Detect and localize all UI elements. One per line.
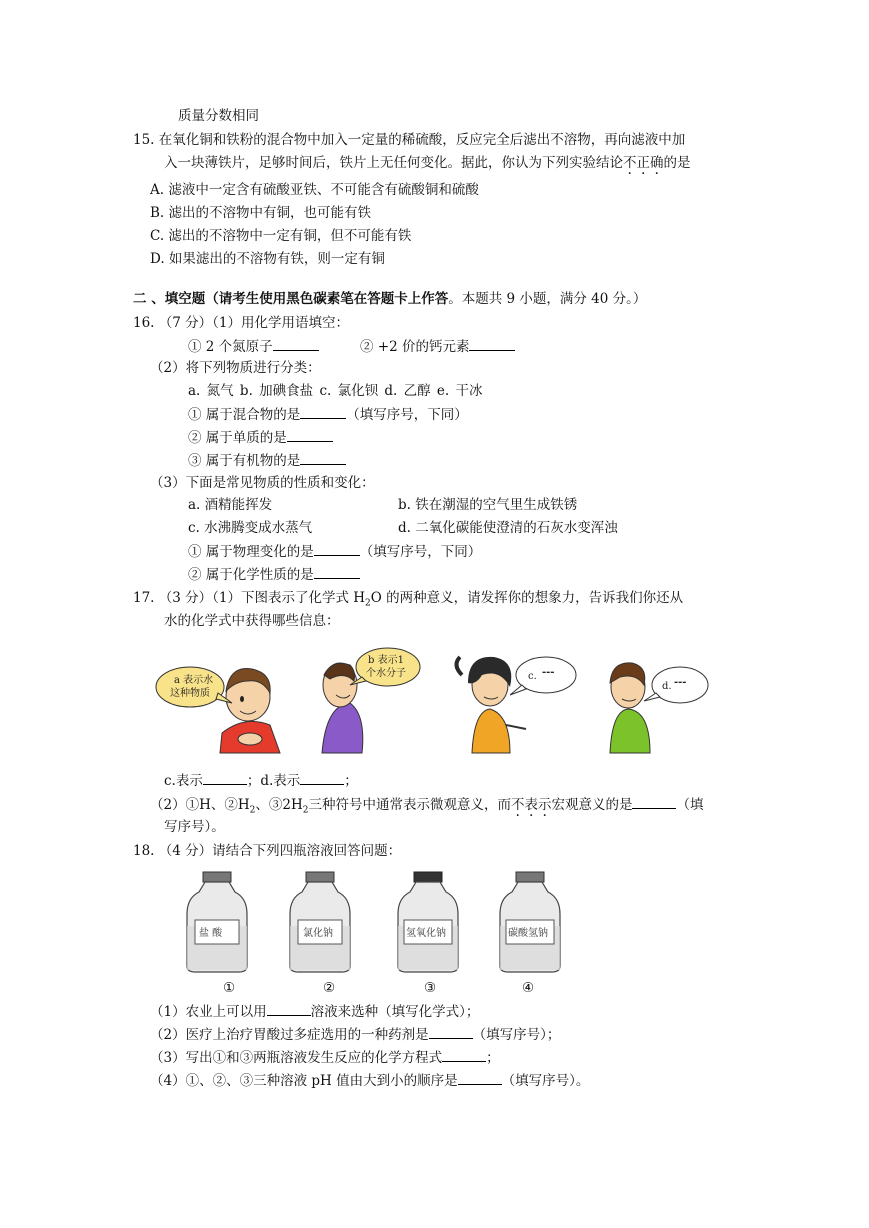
answer-blank[interactable] [442, 1047, 486, 1062]
answer-blank[interactable] [300, 450, 346, 465]
answer-blank[interactable] [267, 1001, 311, 1016]
emphasis-char: 不 [623, 155, 637, 171]
answer-blank[interactable] [203, 770, 247, 785]
girl-orange-shirt [456, 657, 526, 753]
q18-q2: （2）医疗上治疗胃酸过多症选用的一种药剂是 （填写序号）； [150, 1024, 560, 1045]
bubble-a-line2: 这种物质 [170, 688, 210, 699]
man-purple-shirt [322, 663, 363, 753]
answer-blank[interactable] [314, 564, 360, 579]
bottle-2 [290, 872, 350, 972]
q16-p2-q3: ③ 属于有机物的是 [188, 450, 346, 471]
emphasis-char: 示 [537, 797, 552, 813]
bubble-c-label: c. [528, 671, 537, 682]
bottle-num-4: ④ [522, 980, 535, 996]
q15-option-d: D. 如果滤出的不溶物有铁，则一定有铜 [150, 251, 385, 267]
speech-bubble-a [156, 667, 232, 707]
answer-blank[interactable] [273, 336, 319, 351]
q15-line1: 15. 在氧化铜和铁粉的混合物中加入一定量的稀硫酸，反应完全后滤出不溶物，再向滤液中加 [133, 132, 686, 148]
q15-option-a: A. 滤液中一定含有硫酸亚铁、不可能含有硫酸铜和硫酸 [150, 182, 479, 198]
answer-blank[interactable] [469, 336, 515, 351]
answer-blank[interactable] [632, 794, 676, 809]
q16-p3-q2: ② 属于化学性质的是 [188, 564, 360, 585]
bubble-c-ellipsis: --- [542, 667, 555, 678]
section-heading: 二 、填空题（请考生使用黑色碳素笔在答题卡上作答。本题共 9 小题，满分 40 分。） [133, 291, 647, 307]
q16-p1b: ② +2 价的钙元素 [360, 336, 515, 357]
speech-bubble-d [644, 667, 708, 703]
bottle-2-label: 氯化钠 [303, 928, 333, 939]
water-meaning-cartoon [150, 645, 740, 755]
boy-red-shirt [220, 668, 280, 753]
q16-p3: （3）下面是常见物质的性质和变化： [150, 475, 375, 491]
bubble-d-label: d. [662, 681, 672, 692]
bubble-b-line2: 个水分子 [366, 668, 406, 679]
answer-blank[interactable] [458, 1070, 502, 1085]
bottle-3-label: 氢氧化钠 [406, 928, 446, 939]
q18-q1: （1）农业上可以用 溶液来选种（填写化学式）； [150, 1001, 479, 1022]
answer-blank[interactable] [429, 1024, 473, 1039]
q16-p3-b: b. 铁在潮湿的空气里生成铁锈 [398, 497, 578, 513]
bubble-a-line1: a 表示水 [174, 675, 214, 686]
bottle-num-1: ① [223, 980, 236, 996]
q16-p3-c: c. 水沸腾变成水蒸气 [188, 520, 313, 536]
bottle-3 [398, 872, 458, 972]
q16-head: 16. （7 分）（1）用化学用语填空： [133, 315, 349, 331]
bottle-num-3: ③ [424, 980, 437, 996]
speech-bubble-b [350, 648, 420, 686]
q16-p3-q1: ① 属于物理变化的是 （填写序号，下同） [188, 541, 481, 562]
q16-p2: （2）将下列物质进行分类： [150, 360, 321, 376]
emphasis-char: 正 [636, 155, 650, 171]
q16-p1a: ① 2 个氮原子 [188, 336, 319, 357]
q16-p3-a: a. 酒精能挥发 [188, 497, 273, 513]
q16-p3-d: d. 二氧化碳能使澄清的石灰水变浑浊 [398, 520, 618, 536]
four-bottles-figure [180, 868, 580, 978]
answer-blank[interactable] [287, 427, 333, 442]
q17-p2: （2）①H、$②H_2$、$③2H_2$三种符号中通常表示微观意义，而不表示宏观意义的是 （填 [150, 794, 703, 821]
q17-line2: 水的化学式中获得哪些信息： [164, 613, 340, 629]
bottle-4 [500, 872, 560, 972]
q16-p2-items: a. 氮气 b. 加碘食盐 c. 氯化钡 d. 乙醇 e. 干冰 [188, 383, 483, 399]
answer-blank[interactable] [314, 541, 360, 556]
q17-answer-line: c.表示 ；d.表示 ； [164, 770, 358, 791]
q16-p2-q1: ① 属于混合物的是 （填写序号，下同） [188, 404, 468, 425]
q15-option-b: B. 滤出的不溶物中有铜，也可能有铁 [150, 205, 372, 221]
emphasis-char: 不 [510, 797, 525, 813]
q18-q4: （4）①、②、③三种溶液 pH 值由大到小的顺序是 （填写序号）。 [150, 1070, 589, 1091]
bottle-1 [187, 872, 247, 972]
answer-blank[interactable] [300, 404, 346, 419]
bubble-b-line1: b 表示1 [368, 655, 404, 666]
bottle-1-label: 盐 酸 [199, 928, 223, 939]
speech-bubble-c [510, 657, 576, 695]
q18-head: 18. （4 分）请结合下列四瓶溶液回答问题： [133, 843, 402, 859]
q15-line2: 入一块薄铁片，足够时间后，铁片上无任何变化。据此，你认为下列实验结论不正确的是 [164, 155, 691, 171]
q15-option-c: C. 滤出的不溶物中一定有铜，但不可能有铁 [150, 228, 412, 244]
bubble-d-ellipsis: --- [674, 677, 687, 688]
boy-green-shirt [610, 663, 650, 753]
q18-q3: （3）写出①和③两瓶溶液发生反应的化学方程式 ； [150, 1047, 500, 1068]
emphasis-char: 确 [650, 155, 664, 171]
q17-p2-line2: 写序号）。 [164, 819, 225, 835]
q16-p2-q2: ② 属于单质的是 [188, 427, 333, 448]
answer-blank[interactable] [300, 770, 344, 785]
bottle-4-label: 碳酸氢钠 [508, 928, 548, 939]
q14-tail: 质量分数相同 [178, 108, 259, 124]
emphasis-char: 表 [524, 797, 538, 813]
bottle-num-2: ② [323, 980, 336, 996]
q17-line1: 17. （3 分）（1）下图表示了化学式 $H_2O$ 的两种意义，请发挥你的想象力，告诉我们你还从 [133, 590, 684, 609]
